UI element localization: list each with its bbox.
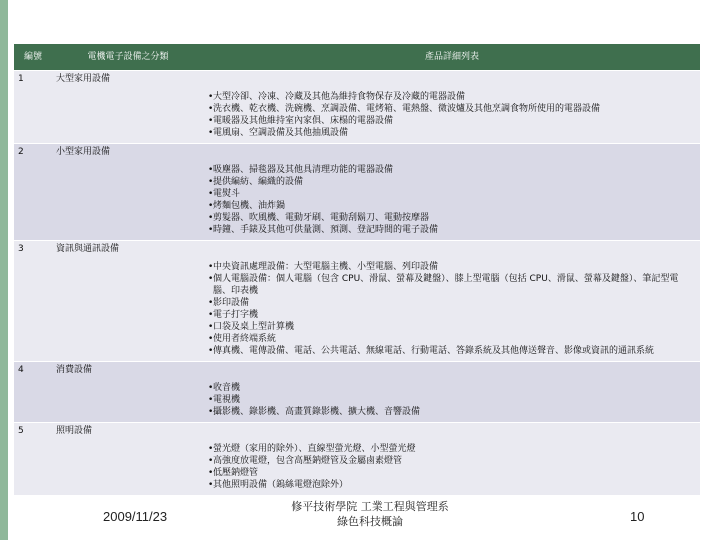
list-item: • 提供編紡、編織的設備: [208, 176, 696, 188]
product-list: [208, 146, 696, 238]
product-category-table: [14, 44, 700, 496]
row-number: 5: [14, 423, 52, 496]
row-product-list: [204, 144, 700, 241]
list-item: • 時鐘、手錶及其他可供量測、預測、登記時間的電子設備: [208, 224, 696, 236]
list-item: • 電熨斗: [208, 188, 696, 200]
list-item: • 電視機: [208, 394, 696, 406]
list-item: • 吸塵器、掃毯器及其他具清理功能的電器設備: [208, 164, 696, 176]
list-item: • 螢光燈（家用的除外）、直線型螢光燈、小型螢光燈: [208, 443, 696, 455]
list-item: • 剪髮器、吹風機、電動牙刷、電動刮鬍刀、電動按摩器: [208, 212, 696, 224]
list-item: • 口袋及桌上型計算機: [208, 321, 696, 333]
list-item: • 大型冷卻、冷凍、冷藏及其他為維持食物保存及冷藏的電器設備: [208, 91, 696, 103]
header-category: 電機電子設備之分類: [52, 44, 204, 71]
row-category: 小型家用設備: [52, 144, 204, 241]
list-item: • 收音機: [208, 382, 696, 394]
slide-accent-bar: [0, 0, 8, 540]
list-item: • 高強度放電燈，包含高壓鈉燈管及金屬鹵素燈管: [208, 455, 696, 467]
list-item: • 其他照明設備（鎢絲電燈泡除外）: [208, 479, 696, 491]
row-number: 1: [14, 71, 52, 144]
row-category: 大型家用設備: [52, 71, 204, 144]
list-item: • 低壓鈉燈管: [208, 467, 696, 479]
row-product-list: [204, 241, 700, 362]
list-item: • 傳真機、電傳設備、電話、公共電話、無線電話、行動電話、答錄系統及其他傳送聲音、影像或資訊的通訊系統: [208, 345, 696, 357]
product-list: [208, 73, 696, 141]
list-item: • 電暖器及其他維持室內家俱、床榻的電器設備: [208, 115, 696, 127]
footer-course: 綠色科技概論: [337, 515, 403, 528]
product-list: [208, 243, 696, 359]
row-category: 消費設備: [52, 362, 204, 423]
page-number: 10: [630, 509, 645, 524]
row-category: 資訊與通訊設備: [52, 241, 204, 362]
list-item: • 電風扇、空調設備及其他抽風設備: [208, 127, 696, 139]
table-row: [14, 144, 700, 241]
footer-date: 2009/11/23: [103, 509, 168, 524]
row-product-list: [204, 362, 700, 423]
header-number: 編號: [14, 44, 52, 71]
list-item: • 攝影機、錄影機、高畫質錄影機、擴大機、音響設備: [208, 406, 696, 418]
row-category: 照明設備: [52, 423, 204, 496]
row-number: 2: [14, 144, 52, 241]
table-row: [14, 71, 700, 144]
row-number: 3: [14, 241, 52, 362]
product-list: [208, 364, 696, 420]
list-item: • 影印設備: [208, 297, 696, 309]
list-item: • 烤麵包機、油炸鍋: [208, 200, 696, 212]
list-item: • 使用者終端系統: [208, 333, 696, 345]
list-item: • 洗衣機、乾衣機、洗碗機、烹調設備、電烤箱、電熱盤、微波爐及其他烹調食物所使用的電器設備: [208, 103, 696, 115]
row-product-list: [204, 423, 700, 496]
list-item: • 個人電腦設備：個人電腦（包含 CPU、滑鼠、螢幕及鍵盤）、膝上型電腦（包括 CPU、滑鼠、螢幕及鍵盤）、筆記型電腦、印表機: [208, 273, 696, 297]
table-row: [14, 423, 700, 496]
table-body: [14, 71, 700, 496]
footer-institution: 修平技術學院 工業工程與管理系: [291, 500, 449, 513]
list-item: • 中央資訊處理設備：大型電腦主機、小型電腦、列印設備: [208, 261, 696, 273]
row-product-list: [204, 71, 700, 144]
header-product-list: 產品詳細列表: [204, 44, 700, 71]
row-number: 4: [14, 362, 52, 423]
table-row: [14, 241, 700, 362]
list-item: • 電子打字機: [208, 309, 696, 321]
footer-center: [270, 499, 470, 529]
table-row: [14, 362, 700, 423]
product-list: [208, 425, 696, 493]
table-header-row: [14, 44, 700, 71]
